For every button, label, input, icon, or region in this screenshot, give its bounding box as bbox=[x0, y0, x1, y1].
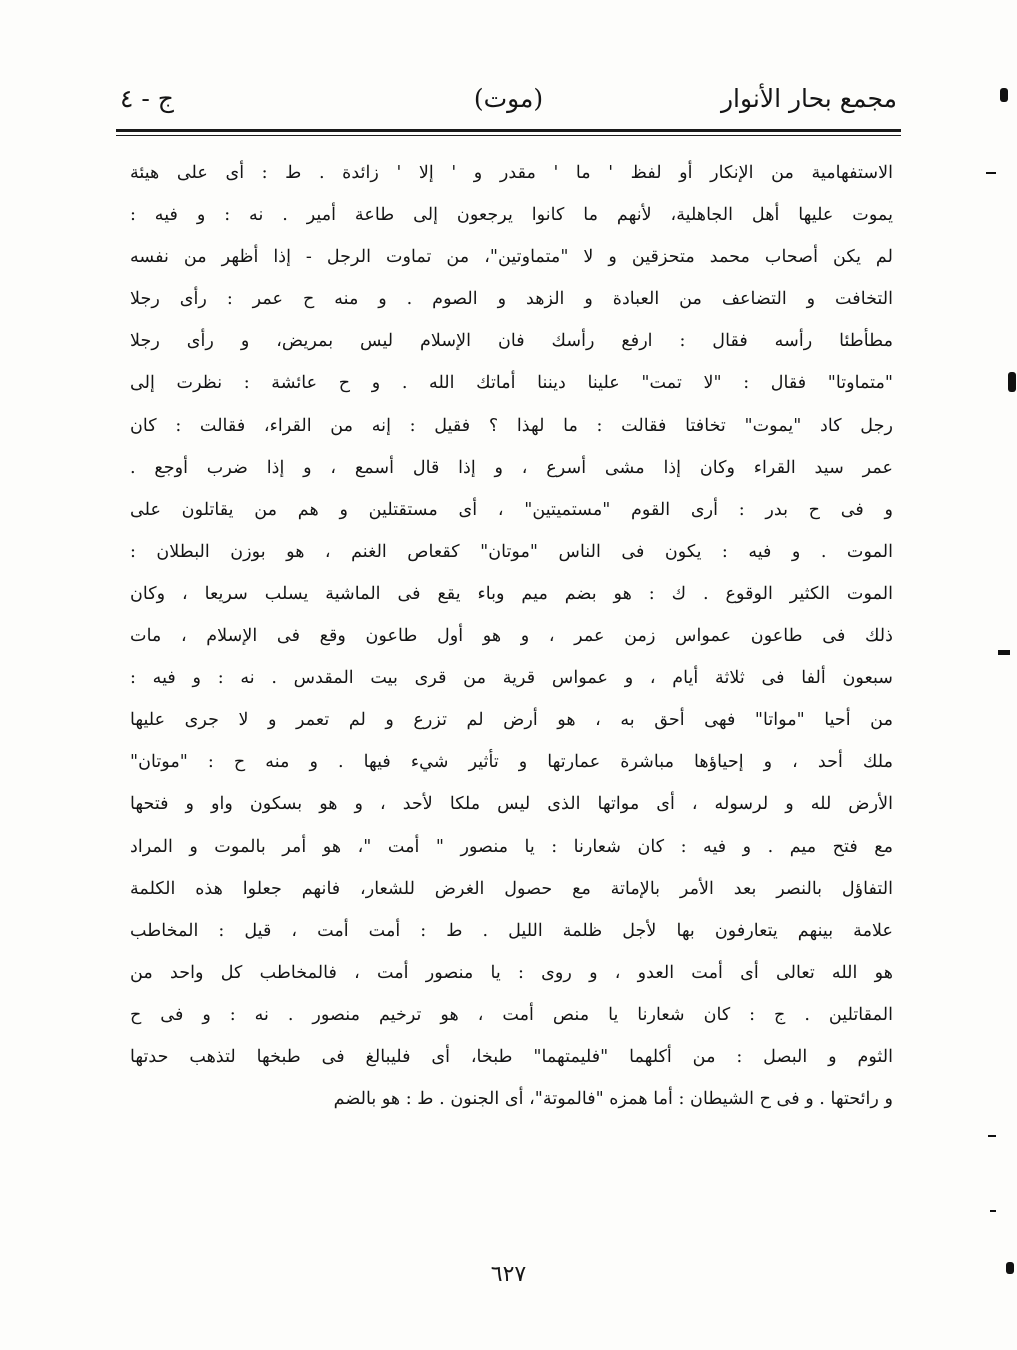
text-line: الأرض لله و لرسوله ، أى مواتها الذى ليس ملكا لأحد ، و هو بسكون واو و فتحها bbox=[130, 794, 893, 815]
text-line: الموت . و فيه : يكون فى الناس "موتان" كقعاص الغنم ، هو بوزن البطلان : bbox=[130, 541, 893, 562]
text-line: يموت عليها أهل الجاهلية، لأنهم ما كانوا يرجعون إلى طاعة أمير . نه : و فيه : bbox=[130, 205, 893, 226]
scan-mark bbox=[988, 1135, 996, 1137]
text-line: الثوم و البصل : من أكلهما "فليمتهما" طبخا، أى فليبالغ فى طبخها لتذهب حدتها bbox=[130, 1046, 893, 1067]
page-header bbox=[120, 84, 897, 124]
text-line: من أحيا "مواتا" فهى أحق به ، هو أرض لم تزرع و لم تعمر و لا جرى عليها bbox=[130, 710, 893, 731]
text-line: ملك أحد ، و إحياؤها مباشرة عمارتها و تأثير شيء فيها . و منه ح : "موتان" bbox=[130, 752, 893, 773]
text-line: رجل كاد "يموت" تخافتا فقالت : ما لهذا ؟ فقيل : إنه من القراء، فقالت : كان bbox=[130, 415, 893, 436]
entry-heading: (موت) bbox=[473, 84, 544, 113]
book-title: مجمع بحار الأنوار bbox=[720, 84, 897, 113]
text-line: مع فتح ميم . و فيه : كان شعارنا : يا منصور " أمت "، هو أمر بالموت و المراد bbox=[130, 836, 893, 857]
text-line: مطأطئا رأسه فقال : ارفع رأسك فان الإسلام ليس بمريض، و رأى رجلا bbox=[130, 331, 893, 352]
text-line: ذلك فى طاعون عمواس زمن عمر ، و هو أول طاعون وقع فى الإسلام ، مات bbox=[130, 626, 893, 647]
page-number: ٦٢٧ bbox=[490, 1262, 527, 1287]
volume-label: ج - ٤ bbox=[120, 84, 174, 113]
text-line: هو الله تعالى أى أمت العدو ، و روى : يا منصور أمت ، فالمخاطب كل واحد من bbox=[130, 962, 893, 983]
text-line: و رائحتها . و فى ح الشيطان : أما همزه "فالموتة"، أى الجنون . ط : هو بالضم bbox=[333, 1089, 893, 1110]
scan-mark bbox=[1008, 372, 1016, 392]
scan-mark bbox=[986, 172, 996, 174]
text-line: الاستفهامية من الإنكار أو لفظ ' ما ' مقدر و ' إلا ' زائدة . ط : أى على هيئة bbox=[130, 163, 893, 183]
header-rule-thin bbox=[116, 135, 901, 136]
text-line: عمر سيد القراء وكان إذا مشى أسرع ، و إذا قال أسمع ، و إذا ضرب أوجع . bbox=[130, 457, 893, 478]
text-line: و فى ح بدر : أرى القوم "مستميتين" ، أى مستقتلين و هم من يقاتلون على bbox=[130, 499, 893, 520]
scan-mark bbox=[1000, 88, 1008, 102]
text-line: علامة بينهم يتعارفون بها لأجل ظلمة الليل . ط : أمت أمت ، قيل : المخاطب bbox=[130, 920, 893, 941]
text-line: التفاؤل بالنصر بعد الأمر بالإماتة مع حصول الغرض للشعار، فانهم جعلوا هذه الكلمة bbox=[130, 878, 893, 899]
text-line: المقاتلين . ج : كان شعارنا يا منص أمت ، هو ترخيم منصور . نه : و فى ح bbox=[130, 1004, 893, 1025]
scan-mark bbox=[990, 1210, 996, 1212]
text-line: الموت الكثير الوقوع . ك : هو بضم ميم وباء يقع فى الماشية يسلب سريعا ، وكان bbox=[130, 583, 893, 604]
scan-mark bbox=[998, 650, 1010, 655]
text-line: لم يكن أصحاب محمد متحزقين و لا "متماوتين"، من تماوت الرجل - إذا أظهر من نفسه bbox=[130, 247, 893, 268]
text-line: التخافت و التضاعف من العبادة و الزهد و الصوم . و منه ح عمر : رأى رجلا bbox=[130, 289, 893, 310]
body-text bbox=[130, 152, 893, 1120]
text-line: سبعون ألفا فى ثلاثة أيام ، و عمواس قرية من قرى بيت المقدس . نه : و فيه : bbox=[130, 668, 893, 689]
scan-mark bbox=[1006, 1262, 1014, 1274]
header-rule-thick bbox=[116, 129, 901, 132]
text-line: "متماوتا" فقال : "لا تمت" علينا ديننا أماتك الله . و ح عائشة : نظرت إلى bbox=[130, 373, 893, 394]
